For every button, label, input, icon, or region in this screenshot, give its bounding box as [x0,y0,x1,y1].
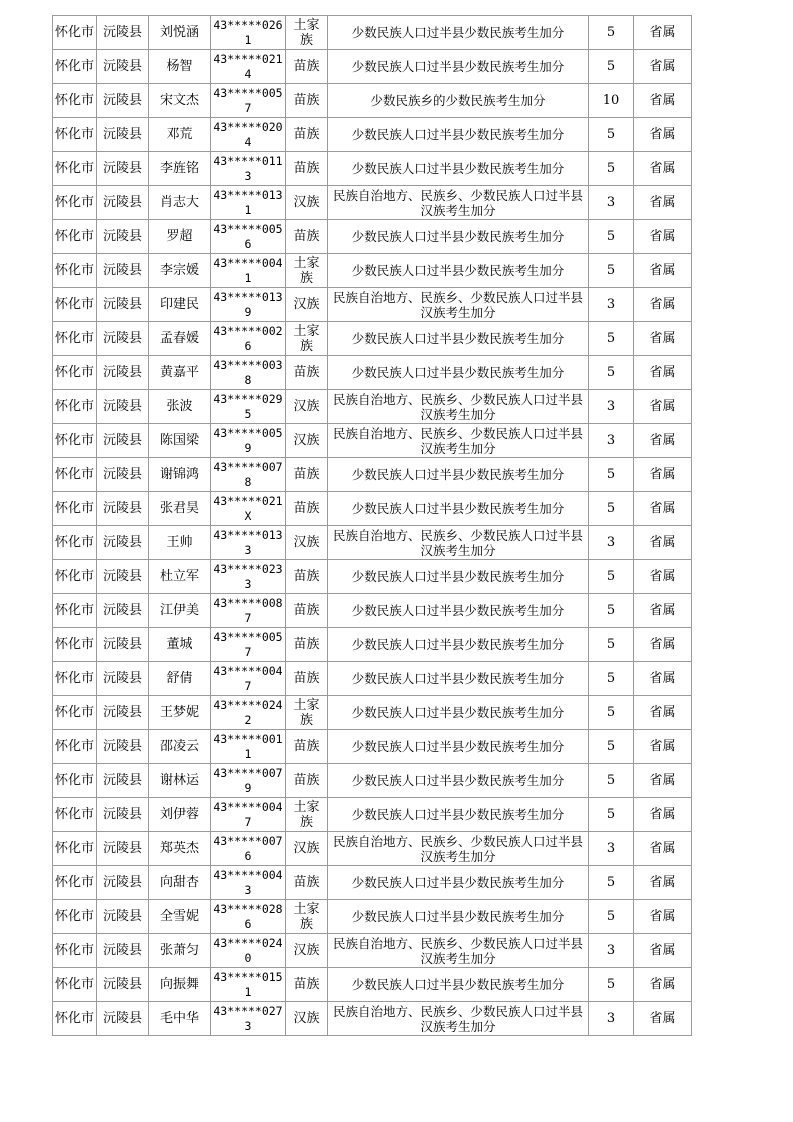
affiliation-cell: 省属 [634,424,692,458]
id-number-cell: 43*****0261 [211,16,286,50]
ethnicity-cell: 汉族 [286,424,328,458]
id-number-cell: 43*****0214 [211,50,286,84]
ethnicity-cell: 苗族 [286,458,328,492]
bonus-points-cell: 5 [589,458,634,492]
affiliation-cell: 省属 [634,968,692,1002]
name-cell: 邵凌云 [149,730,211,764]
bonus-reason-cell: 少数民族人口过半县少数民族考生加分 [328,764,589,798]
county-cell: 沅陵县 [97,50,149,84]
affiliation-cell: 省属 [634,118,692,152]
city-cell: 怀化市 [53,152,97,186]
affiliation-cell: 省属 [634,900,692,934]
bonus-points-cell: 3 [589,424,634,458]
bonus-points-cell: 5 [589,152,634,186]
affiliation-cell: 省属 [634,764,692,798]
table-row [53,50,692,84]
city-cell: 怀化市 [53,866,97,900]
name-cell: 陈国梁 [149,424,211,458]
bonus-points-cell: 5 [589,322,634,356]
id-number-cell: 43*****0057 [211,628,286,662]
name-cell: 张波 [149,390,211,424]
ethnicity-cell: 汉族 [286,390,328,424]
affiliation-cell: 省属 [634,628,692,662]
id-number-cell: 43*****0204 [211,118,286,152]
ethnicity-cell: 苗族 [286,968,328,1002]
bonus-reason-cell: 少数民族人口过半县少数民族考生加分 [328,560,589,594]
table-row [53,458,692,492]
affiliation-cell: 省属 [634,322,692,356]
county-cell: 沅陵县 [97,764,149,798]
ethnicity-cell: 汉族 [286,832,328,866]
id-number-cell: 43*****0151 [211,968,286,1002]
id-number-cell: 43*****0026 [211,322,286,356]
name-cell: 王梦妮 [149,696,211,730]
county-cell: 沅陵县 [97,560,149,594]
table-row [53,594,692,628]
city-cell: 怀化市 [53,900,97,934]
id-number-cell: 43*****0242 [211,696,286,730]
bonus-points-cell: 5 [589,220,634,254]
ethnicity-cell: 苗族 [286,152,328,186]
county-cell: 沅陵县 [97,322,149,356]
name-cell: 谢林运 [149,764,211,798]
table-row [53,220,692,254]
bonus-reason-cell: 少数民族人口过半县少数民族考生加分 [328,458,589,492]
city-cell: 怀化市 [53,832,97,866]
ethnicity-cell: 苗族 [286,50,328,84]
ethnicity-cell: 汉族 [286,288,328,322]
table-body [53,16,692,1036]
bonus-points-cell: 10 [589,84,634,118]
county-cell: 沅陵县 [97,390,149,424]
bonus-points-cell: 3 [589,186,634,220]
bonus-reason-cell: 少数民族人口过半县少数民族考生加分 [328,50,589,84]
table-row [53,186,692,220]
county-cell: 沅陵县 [97,968,149,1002]
name-cell: 张萧匀 [149,934,211,968]
ethnicity-cell: 苗族 [286,118,328,152]
city-cell: 怀化市 [53,628,97,662]
county-cell: 沅陵县 [97,594,149,628]
table-row [53,628,692,662]
city-cell: 怀化市 [53,16,97,50]
bonus-points-table [52,15,692,1036]
id-number-cell: 43*****0079 [211,764,286,798]
bonus-reason-cell: 少数民族人口过半县少数民族考生加分 [328,220,589,254]
bonus-points-cell: 5 [589,560,634,594]
table-row [53,1002,692,1036]
county-cell: 沅陵县 [97,730,149,764]
id-number-cell: 43*****0078 [211,458,286,492]
county-cell: 沅陵县 [97,220,149,254]
name-cell: 孟春媛 [149,322,211,356]
ethnicity-cell: 土家族 [286,322,328,356]
bonus-points-cell: 5 [589,798,634,832]
name-cell: 张君昊 [149,492,211,526]
name-cell: 向振舞 [149,968,211,1002]
city-cell: 怀化市 [53,84,97,118]
county-cell: 沅陵县 [97,186,149,220]
county-cell: 沅陵县 [97,1002,149,1036]
affiliation-cell: 省属 [634,934,692,968]
bonus-points-cell: 5 [589,900,634,934]
id-number-cell: 43*****0011 [211,730,286,764]
name-cell: 刘悦涵 [149,16,211,50]
bonus-reason-cell: 少数民族人口过半县少数民族考生加分 [328,594,589,628]
city-cell: 怀化市 [53,526,97,560]
bonus-reason-cell: 民族自治地方、民族乡、少数民族人口过半县汉族考生加分 [328,832,589,866]
ethnicity-cell: 苗族 [286,662,328,696]
county-cell: 沅陵县 [97,832,149,866]
ethnicity-cell: 土家族 [286,798,328,832]
city-cell: 怀化市 [53,764,97,798]
affiliation-cell: 省属 [634,458,692,492]
name-cell: 董城 [149,628,211,662]
bonus-points-cell: 5 [589,764,634,798]
bonus-reason-cell: 少数民族人口过半县少数民族考生加分 [328,254,589,288]
id-number-cell: 43*****021X [211,492,286,526]
county-cell: 沅陵县 [97,16,149,50]
city-cell: 怀化市 [53,390,97,424]
bonus-reason-cell: 民族自治地方、民族乡、少数民族人口过半县汉族考生加分 [328,934,589,968]
bonus-points-cell: 3 [589,390,634,424]
bonus-points-cell: 5 [589,696,634,730]
ethnicity-cell: 苗族 [286,356,328,390]
table-row [53,866,692,900]
name-cell: 印建民 [149,288,211,322]
county-cell: 沅陵县 [97,934,149,968]
ethnicity-cell: 土家族 [286,900,328,934]
city-cell: 怀化市 [53,492,97,526]
id-number-cell: 43*****0059 [211,424,286,458]
ethnicity-cell: 汉族 [286,186,328,220]
county-cell: 沅陵县 [97,662,149,696]
affiliation-cell: 省属 [634,16,692,50]
bonus-points-cell: 5 [589,118,634,152]
city-cell: 怀化市 [53,118,97,152]
table-row [53,560,692,594]
city-cell: 怀化市 [53,254,97,288]
name-cell: 黄嘉平 [149,356,211,390]
name-cell: 谢锦鸿 [149,458,211,492]
bonus-reason-cell: 民族自治地方、民族乡、少数民族人口过半县汉族考生加分 [328,390,589,424]
id-number-cell: 43*****0056 [211,220,286,254]
table-row [53,832,692,866]
affiliation-cell: 省属 [634,152,692,186]
bonus-points-cell: 5 [589,866,634,900]
id-number-cell: 43*****0057 [211,84,286,118]
county-cell: 沅陵县 [97,866,149,900]
name-cell: 杜立军 [149,560,211,594]
affiliation-cell: 省属 [634,220,692,254]
bonus-reason-cell: 少数民族人口过半县少数民族考生加分 [328,118,589,152]
table-row [53,968,692,1002]
bonus-reason-cell: 少数民族人口过半县少数民族考生加分 [328,900,589,934]
table-row [53,730,692,764]
ethnicity-cell: 苗族 [286,492,328,526]
table-row [53,322,692,356]
ethnicity-cell: 苗族 [286,764,328,798]
county-cell: 沅陵县 [97,254,149,288]
bonus-reason-cell: 民族自治地方、民族乡、少数民族人口过半县汉族考生加分 [328,1002,589,1036]
name-cell: 毛中华 [149,1002,211,1036]
affiliation-cell: 省属 [634,866,692,900]
city-cell: 怀化市 [53,50,97,84]
name-cell: 全雪妮 [149,900,211,934]
bonus-points-cell: 5 [589,594,634,628]
table-row [53,152,692,186]
city-cell: 怀化市 [53,560,97,594]
name-cell: 刘伊蓉 [149,798,211,832]
affiliation-cell: 省属 [634,798,692,832]
bonus-points-cell: 3 [589,288,634,322]
county-cell: 沅陵县 [97,118,149,152]
table-row [53,118,692,152]
bonus-reason-cell: 少数民族人口过半县少数民族考生加分 [328,628,589,662]
table-row [53,934,692,968]
bonus-reason-cell: 民族自治地方、民族乡、少数民族人口过半县汉族考生加分 [328,288,589,322]
name-cell: 李旌铭 [149,152,211,186]
ethnicity-cell: 苗族 [286,560,328,594]
city-cell: 怀化市 [53,968,97,1002]
name-cell: 向甜杏 [149,866,211,900]
ethnicity-cell: 苗族 [286,84,328,118]
bonus-reason-cell: 民族自治地方、民族乡、少数民族人口过半县汉族考生加分 [328,424,589,458]
table-row [53,254,692,288]
ethnicity-cell: 土家族 [286,254,328,288]
county-cell: 沅陵县 [97,424,149,458]
affiliation-cell: 省属 [634,1002,692,1036]
bonus-points-cell: 5 [589,356,634,390]
affiliation-cell: 省属 [634,662,692,696]
city-cell: 怀化市 [53,288,97,322]
bonus-points-cell: 3 [589,832,634,866]
affiliation-cell: 省属 [634,50,692,84]
county-cell: 沅陵县 [97,696,149,730]
id-number-cell: 43*****0133 [211,526,286,560]
city-cell: 怀化市 [53,662,97,696]
table-row [53,288,692,322]
city-cell: 怀化市 [53,424,97,458]
table-row [53,492,692,526]
affiliation-cell: 省属 [634,356,692,390]
id-number-cell: 43*****0273 [211,1002,286,1036]
city-cell: 怀化市 [53,696,97,730]
bonus-reason-cell: 少数民族人口过半县少数民族考生加分 [328,356,589,390]
bonus-points-cell: 5 [589,254,634,288]
ethnicity-cell: 苗族 [286,594,328,628]
ethnicity-cell: 苗族 [286,220,328,254]
county-cell: 沅陵县 [97,628,149,662]
bonus-points-cell: 5 [589,50,634,84]
city-cell: 怀化市 [53,594,97,628]
affiliation-cell: 省属 [634,594,692,628]
county-cell: 沅陵县 [97,458,149,492]
bonus-reason-cell: 少数民族人口过半县少数民族考生加分 [328,730,589,764]
ethnicity-cell: 汉族 [286,526,328,560]
affiliation-cell: 省属 [634,288,692,322]
bonus-points-cell: 5 [589,16,634,50]
affiliation-cell: 省属 [634,560,692,594]
bonus-points-cell: 5 [589,968,634,1002]
bonus-reason-cell: 少数民族人口过半县少数民族考生加分 [328,866,589,900]
bonus-points-cell: 3 [589,934,634,968]
id-number-cell: 43*****0131 [211,186,286,220]
id-number-cell: 43*****0041 [211,254,286,288]
bonus-points-cell: 5 [589,628,634,662]
bonus-points-cell: 5 [589,492,634,526]
county-cell: 沅陵县 [97,526,149,560]
city-cell: 怀化市 [53,356,97,390]
bonus-points-cell: 3 [589,526,634,560]
name-cell: 肖志大 [149,186,211,220]
ethnicity-cell: 苗族 [286,730,328,764]
bonus-reason-cell: 少数民族乡的少数民族考生加分 [328,84,589,118]
id-number-cell: 43*****0087 [211,594,286,628]
affiliation-cell: 省属 [634,254,692,288]
name-cell: 王帅 [149,526,211,560]
id-number-cell: 43*****0295 [211,390,286,424]
affiliation-cell: 省属 [634,84,692,118]
name-cell: 罗超 [149,220,211,254]
county-cell: 沅陵县 [97,356,149,390]
id-number-cell: 43*****0047 [211,662,286,696]
id-number-cell: 43*****0076 [211,832,286,866]
city-cell: 怀化市 [53,220,97,254]
table-row [53,356,692,390]
id-number-cell: 43*****0240 [211,934,286,968]
bonus-reason-cell: 少数民族人口过半县少数民族考生加分 [328,662,589,696]
county-cell: 沅陵县 [97,798,149,832]
ethnicity-cell: 汉族 [286,934,328,968]
county-cell: 沅陵县 [97,288,149,322]
id-number-cell: 43*****0113 [211,152,286,186]
table-row [53,84,692,118]
bonus-reason-cell: 少数民族人口过半县少数民族考生加分 [328,798,589,832]
ethnicity-cell: 苗族 [286,628,328,662]
name-cell: 李宗媛 [149,254,211,288]
affiliation-cell: 省属 [634,186,692,220]
city-cell: 怀化市 [53,458,97,492]
table-row [53,16,692,50]
id-number-cell: 43*****0047 [211,798,286,832]
table-row [53,424,692,458]
ethnicity-cell: 土家族 [286,16,328,50]
affiliation-cell: 省属 [634,832,692,866]
county-cell: 沅陵县 [97,152,149,186]
id-number-cell: 43*****0043 [211,866,286,900]
city-cell: 怀化市 [53,1002,97,1036]
ethnicity-cell: 土家族 [286,696,328,730]
city-cell: 怀化市 [53,798,97,832]
bonus-reason-cell: 少数民族人口过半县少数民族考生加分 [328,968,589,1002]
city-cell: 怀化市 [53,322,97,356]
bonus-reason-cell: 少数民族人口过半县少数民族考生加分 [328,696,589,730]
bonus-points-cell: 3 [589,1002,634,1036]
bonus-reason-cell: 少数民族人口过半县少数民族考生加分 [328,16,589,50]
bonus-reason-cell: 少数民族人口过半县少数民族考生加分 [328,492,589,526]
id-number-cell: 43*****0233 [211,560,286,594]
ethnicity-cell: 汉族 [286,1002,328,1036]
name-cell: 杨智 [149,50,211,84]
bonus-reason-cell: 民族自治地方、民族乡、少数民族人口过半县汉族考生加分 [328,186,589,220]
name-cell: 舒倩 [149,662,211,696]
bonus-reason-cell: 少数民族人口过半县少数民族考生加分 [328,152,589,186]
city-cell: 怀化市 [53,934,97,968]
affiliation-cell: 省属 [634,390,692,424]
name-cell: 宋文杰 [149,84,211,118]
id-number-cell: 43*****0139 [211,288,286,322]
table-row [53,696,692,730]
affiliation-cell: 省属 [634,696,692,730]
county-cell: 沅陵县 [97,492,149,526]
table-row [53,390,692,424]
table-row [53,900,692,934]
bonus-points-cell: 5 [589,662,634,696]
city-cell: 怀化市 [53,730,97,764]
bonus-points-cell: 5 [589,730,634,764]
id-number-cell: 43*****0038 [211,356,286,390]
affiliation-cell: 省属 [634,526,692,560]
table-row [53,662,692,696]
county-cell: 沅陵县 [97,900,149,934]
city-cell: 怀化市 [53,186,97,220]
name-cell: 江伊美 [149,594,211,628]
name-cell: 郑英杰 [149,832,211,866]
bonus-reason-cell: 少数民族人口过半县少数民族考生加分 [328,322,589,356]
county-cell: 沅陵县 [97,84,149,118]
table-row [53,526,692,560]
affiliation-cell: 省属 [634,730,692,764]
name-cell: 邓荒 [149,118,211,152]
table-row [53,764,692,798]
bonus-reason-cell: 民族自治地方、民族乡、少数民族人口过半县汉族考生加分 [328,526,589,560]
id-number-cell: 43*****0286 [211,900,286,934]
table-row [53,798,692,832]
ethnicity-cell: 苗族 [286,866,328,900]
affiliation-cell: 省属 [634,492,692,526]
